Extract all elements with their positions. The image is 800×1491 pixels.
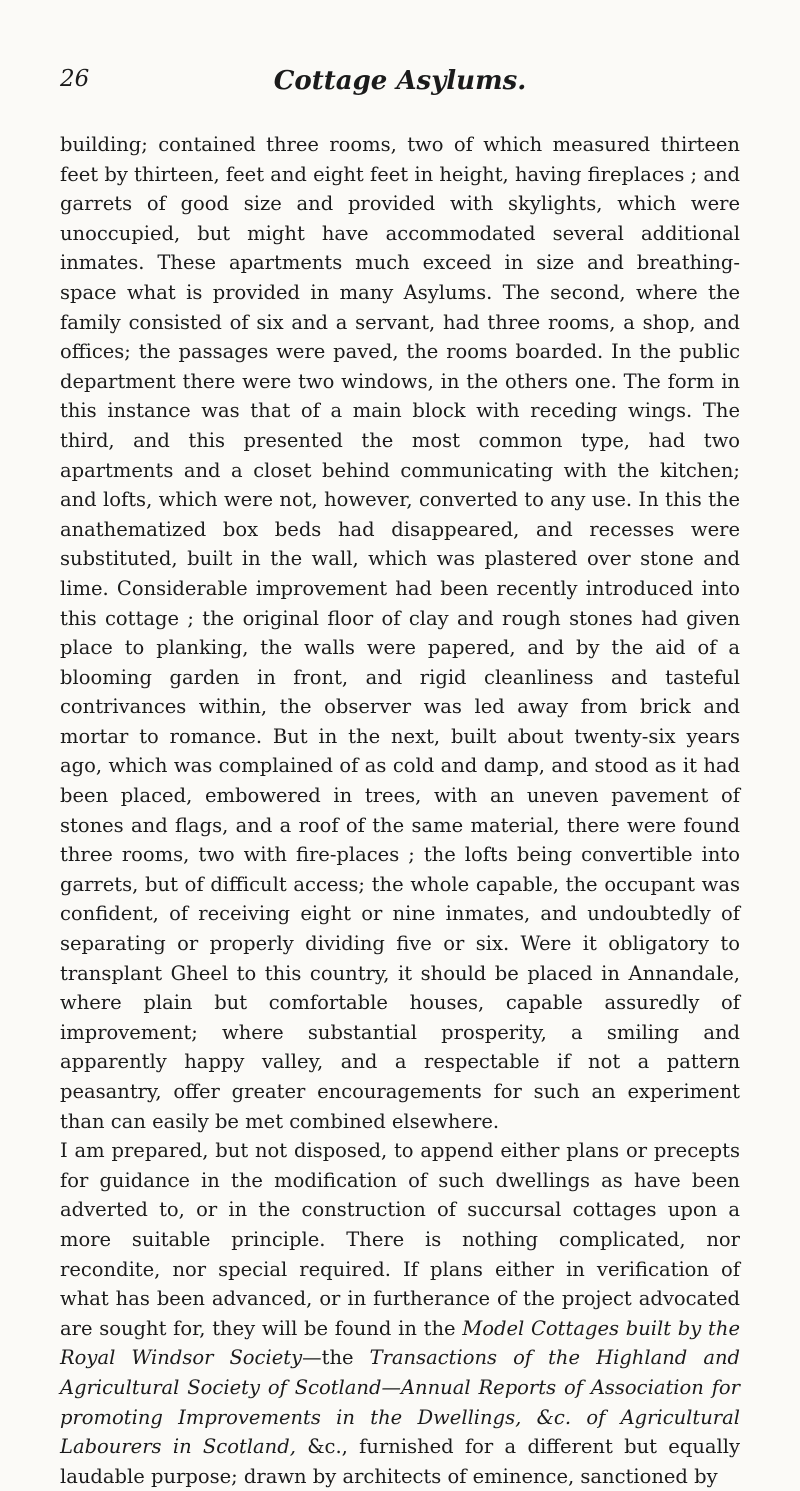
- paragraph-2-text-a: I am prepared, but not disposed, to append either plans or precepts for guidance in the modification of such dwellings as have been adverted to, or in the construction of succursal cottages upon a more suitable principle. There is nothing complicated, nor recondite, nor special required. If plans either in verification of what has been advanced, or in furtherance of the project advocated are sought for, they will be found in the: [60, 1139, 740, 1340]
- paragraph-2-text-c: &c., furnished for a different but equally laudable purpose; drawn by architects of eminence, sanctioned by: [60, 1435, 740, 1488]
- paragraph-1: [60, 130, 740, 1136]
- page-number: 26: [60, 66, 90, 92]
- page-header: [60, 66, 740, 106]
- paragraph-2-text-b: —the: [302, 1346, 370, 1370]
- paragraph-2-italic-title-a: Model Cottages built by the Royal Windsor Society: [60, 1316, 740, 1370]
- paragraph-2: [60, 1136, 740, 1491]
- body-text: [60, 130, 740, 1491]
- running-title: Cottage Asylums.: [273, 66, 527, 96]
- paragraph-2-italic-title-b: Transactions of the Highland and Agricultural Society of Scotland—Annual Reports of Association for promoting Improvements in the Dwellings, &c. of Agricultural Labourers in Scotland,: [60, 1346, 740, 1459]
- paragraph-1-text: building; contained three rooms, two of which measured thirteen feet by thirteen, feet and eight feet in height, having fireplaces ; and garrets of good size and provided with skylights, which were unoccupied, but might have accommodated several additional inmates. These apartments much exceed in size and breathing-space what is provided in many Asylums. The second, where the family consisted of six and a servant, had three rooms, a shop, and offices; the passages were paved, the rooms boarded. In the public department there were two windows, in the others one. The form in this instance was that of a main block with receding wings. The third, and this presented the most common type, had two apartments and a closet behind communicating with the kitchen; and lofts, which were not, however, converted to any use. In this the anathematized box beds had disappeared, and recesses were substituted, built in the wall, which was plastered over stone and lime. Considerable improvement had been recently introduced into this cottage ; the original floor of clay and rough stones had given place to planking, the walls were papered, and by the aid of a blooming garden in front, and rigid cleanliness and tasteful contrivances within, the observer was led away from brick and mortar to romance. But in the next, built about twenty-six years ago, which was complained of as cold and damp, and stood as it had been placed, embowered in trees, with an uneven pavement of stones and flags, and a roof of the same material, there were found three rooms, two with fire-places ; the lofts being convertible into garrets, but of difficult access; the whole capable, the occupant was confident, of receiving eight or nine inmates, and undoubtedly of separating or properly dividing five or six. Were it obligatory to transplant Gheel to this country, it should be placed in Annandale, where plain but comfortable houses, capable assuredly of improvement; where substantial prosperity, a smiling and apparently happy valley, and a respectable if not a pattern peasantry, offer greater encouragements for such an experiment than can easily be met combined elsewhere.: [60, 133, 740, 1133]
